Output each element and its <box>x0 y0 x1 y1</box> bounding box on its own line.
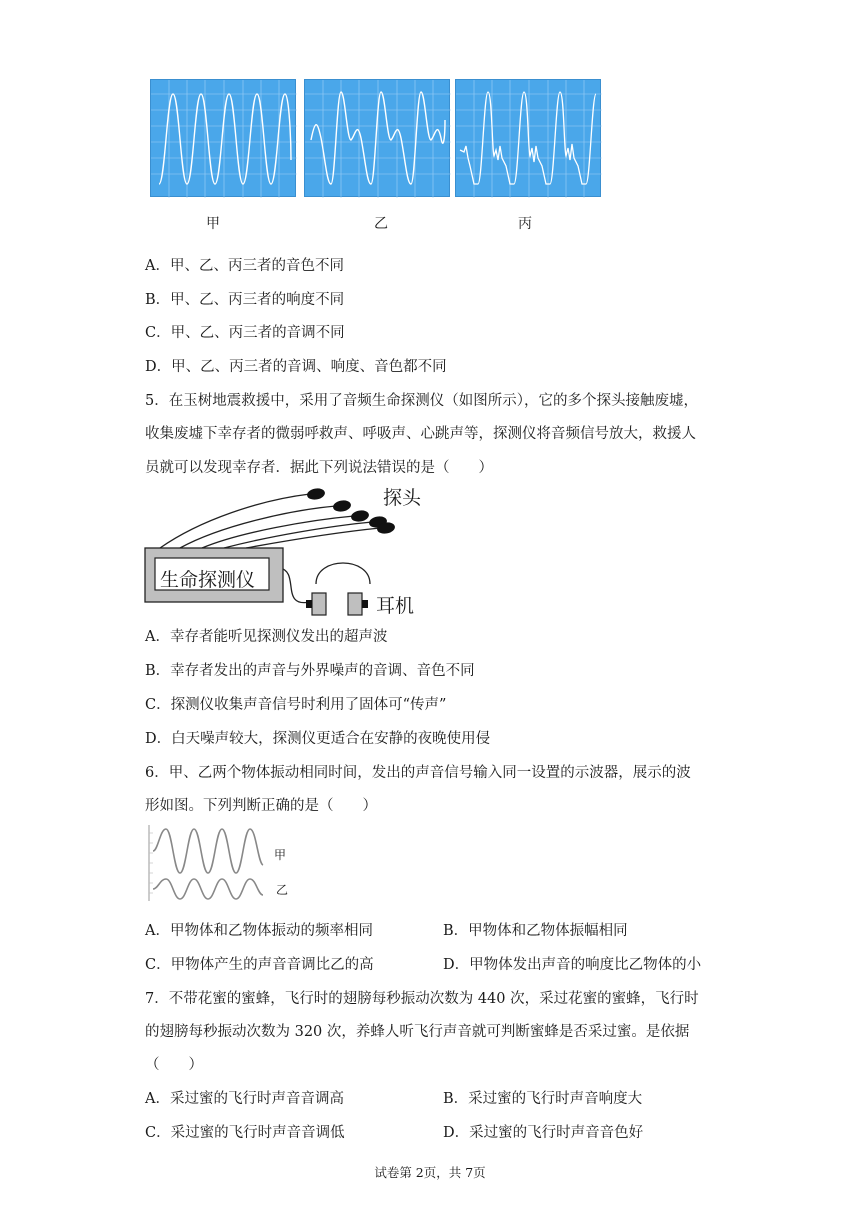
q5-option-b: B．幸存者发出的声音与外界噪声的音调、音色不同 <box>145 663 475 679</box>
q4-option-a: A．甲、乙、丙三者的音色不同 <box>145 258 344 274</box>
scope-yi <box>304 79 450 197</box>
q7-stem-line-2: 的翅膀每秒振动次数为 320 次，养蜂人听飞行声音就可判断蜜蜂是否采过蜜。是依据 <box>145 1024 690 1040</box>
q6-option-b: B．甲物体和乙物体振幅相同 <box>443 923 628 939</box>
q7-stem-line-3: （ ） <box>145 1057 203 1073</box>
q6-stem-line-2: 形如图。下列判断正确的是（ ） <box>145 798 377 814</box>
waveform-yi <box>305 80 451 198</box>
q6-waveform-figure <box>145 823 270 903</box>
q4-option-b: B．甲、乙、丙三者的响度不同 <box>145 292 345 308</box>
wave-label-jia: 甲 <box>206 216 220 232</box>
q7-option-a: A．采过蜜的飞行时声音音调高 <box>145 1091 344 1107</box>
q4-option-c: C．甲、乙、丙三者的音调不同 <box>145 325 345 341</box>
q7-option-d: D．采过蜜的飞行时声音音色好 <box>443 1125 644 1141</box>
q5-option-d: D．白天噪声较大，探测仪更适合在安静的夜晚使用侵 <box>145 731 491 747</box>
wave-label-yi: 乙 <box>374 216 388 232</box>
earphone-label: 耳机 <box>376 595 415 617</box>
q4-option-d: D．甲、乙、丙三者的音调、响度、音色都不同 <box>145 359 447 375</box>
q6-label-jia: 甲 <box>274 848 287 862</box>
q5-option-a: A．幸存者能听见探测仪发出的超声波 <box>145 629 388 645</box>
q6-option-a: A．甲物体和乙物体振动的频率相同 <box>145 923 373 939</box>
q6-stem-line-1: 6．甲、乙两个物体振动相同时间，发出的声音信号输入同一设置的示波器，展示的波 <box>145 765 691 781</box>
q7-option-c: C．采过蜜的飞行时声音音调低 <box>145 1125 345 1141</box>
waveform-bing <box>456 80 602 198</box>
q7-option-b: B．采过蜜的飞行时声音响度大 <box>443 1091 643 1107</box>
q5-stem-line-2: 收集废墟下幸存者的微弱呼救声、呼吸声、心跳声等，探测仪将音频信号放大，救援人 <box>145 426 696 442</box>
probe-label: 探头 <box>383 487 422 509</box>
q6-option-d: D．甲物体发出声音的响度比乙物体的小 <box>443 957 702 973</box>
scope-jia <box>150 79 296 197</box>
device-label: 生命探测仪 <box>160 569 256 591</box>
page-footer: 试卷第 2页，共 7页 <box>374 1165 486 1180</box>
q6-label-yi: 乙 <box>276 883 289 897</box>
wave-label-bing: 丙 <box>518 216 532 232</box>
q5-stem-line-3: 员就可以发现幸存者．据此下列说法错误的是（ ） <box>145 460 493 476</box>
waveform-jia <box>151 80 297 198</box>
q7-stem-line-1: 7．不带花蜜的蜜蜂，飞行时的翅膀每秒振动次数为 440 次，采过花蜜的蜜蜂，飞行时 <box>145 991 699 1007</box>
q5-option-c: C．探测仪收集声音信号时利用了固体可“传声” <box>145 697 447 713</box>
q6-option-c: C．甲物体产生的声音音调比乙的高 <box>145 957 374 973</box>
scope-bing <box>455 79 601 197</box>
q5-stem-line-1: 5．在玉树地震救援中，采用了音频生命探测仪（如图所示），它的多个探头接触废墟， <box>145 393 698 409</box>
